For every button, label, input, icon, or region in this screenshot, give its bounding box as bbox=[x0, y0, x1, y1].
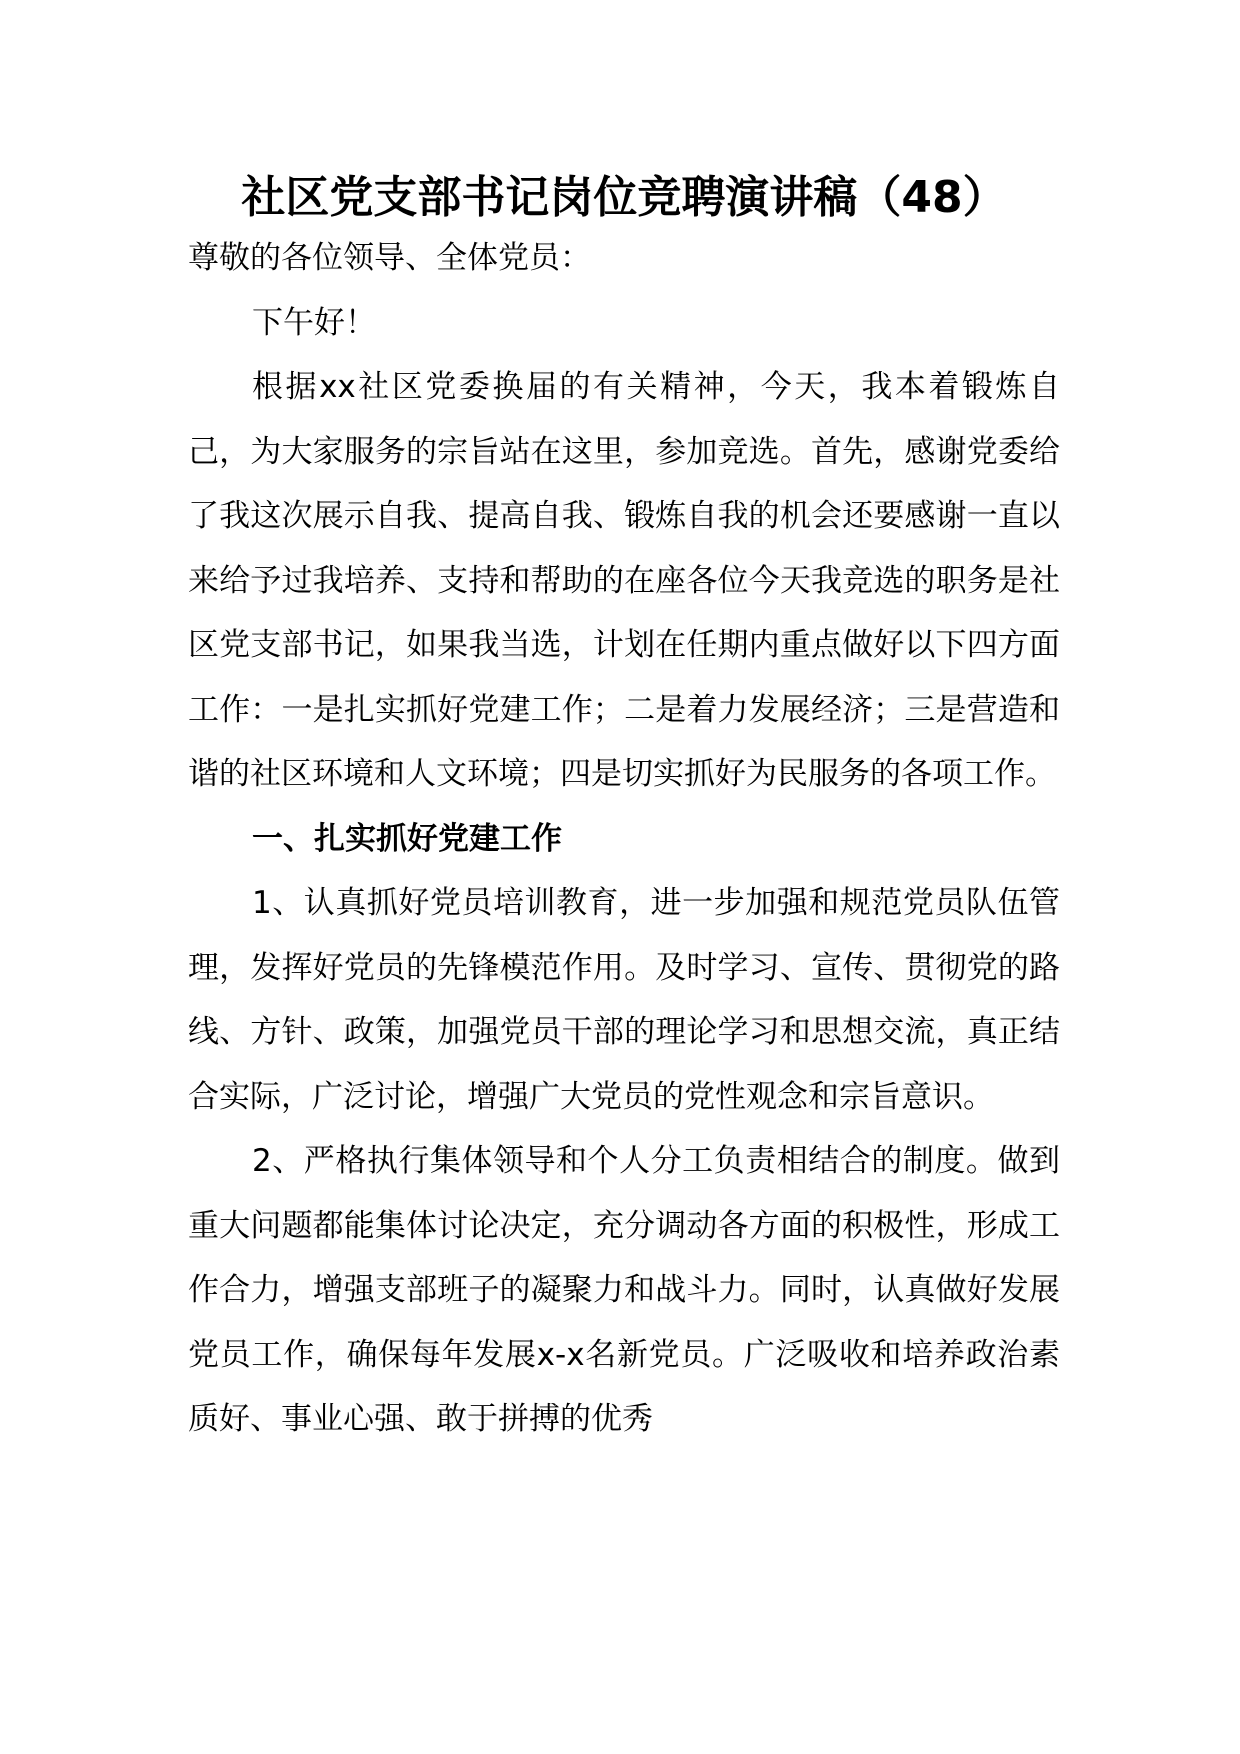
section-heading: 一、扎实抓好党建工作 bbox=[252, 820, 562, 857]
document-title: 社区党支部书记岗位竞聘演讲稿（48） bbox=[241, 172, 1007, 223]
intro-paragraph: 根据xx社区党委换届的有关精神，今天，我本着锻炼自己，为大家服务的宗旨站在这里，参加竞选。首先，感谢党委给了我这次展示自我、提高自我、锻炼自我的机会还要感谢一直以来给予过我培养、支持和帮助的在座各位今天我竞选的职务是社区党支部书记，如果我当选，计划在任期内重点做好以下四方面工作：一是扎实抓好党建工作；二是着力发展经济；三是营造和谐的社区环境和人文环境；四是切实抓好为民服务的各项工作。 bbox=[188, 369, 1060, 792]
greeting: 下午好！ bbox=[252, 304, 376, 341]
section-item-2: 2、严格执行集体领导和个人分工负责相结合的制度。做到重大问题都能集体讨论决定，充分调动各方面的积极性，形成工作合力，增强支部班子的凝聚力和战斗力。同时，认真做好发展党员工作，确保每年发展x-x名新党员。广泛吸收和培养政治素质好、事业心强、敢于拼搏的优秀 bbox=[188, 1143, 1060, 1437]
salutation: 尊敬的各位领导、全体党员： bbox=[188, 240, 591, 276]
document-page bbox=[188, 168, 1060, 1452]
section-item-1: 1、认真抓好党员培训教育，进一步加强和规范党员队伍管理，发挥好党员的先锋模范作用。及时学习、宣传、贯彻党的路线、方针、政策，加强党员干部的理论学习和思想交流，真正结合实际，广泛讨论，增强广大党员的党性观念和宗旨意识。 bbox=[188, 885, 1060, 1115]
